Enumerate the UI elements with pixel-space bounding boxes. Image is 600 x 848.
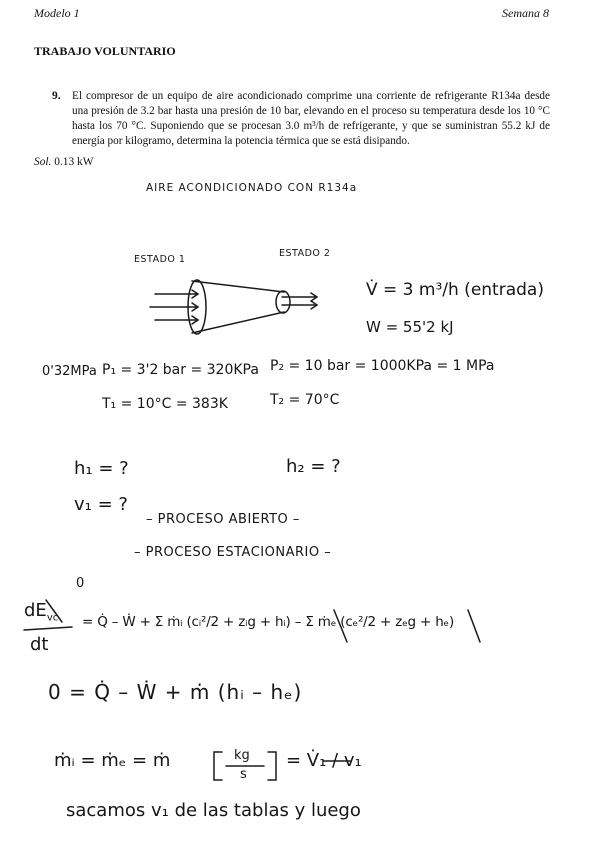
open-process-note: – PROCESO ABIERTO – [146,512,300,527]
mass-bracket-right [268,752,276,780]
energy-fraction-bar [24,627,72,630]
inlet-arrow-1 [155,290,198,298]
state2-label: ESTADO 2 [279,248,331,259]
compressor-top-edge [192,281,284,292]
energy-lhs-symbol: dE [24,600,47,621]
steady-process-note: – PROCESO ESTACIONARIO – [134,545,332,560]
p1-note: P₁ = 3'2 bar = 320KPa [102,362,259,378]
final-note: sacamos v₁ de las tablas y luego [66,800,361,821]
t2-note: T₂ = 70°C [270,392,340,408]
energy-lhs-subscript: vc [46,612,59,624]
mass-units-denominator: s [240,767,247,782]
mass-volume-ratio: = V̇₁ / v₁ [286,750,362,771]
outlet-arrow-2 [282,301,317,309]
state1-label: ESTADO 1 [134,254,186,265]
compressor-outlet-ellipse [276,291,290,313]
mass-units-numerator: kg [234,748,250,763]
p1-prefix-note: 0'32MPa [42,364,97,379]
inlet-arrow-2 [150,303,198,311]
h1-note: h₁ = ? [74,458,129,479]
cancel-stroke-2 [468,610,480,642]
problem-statement: El compresor de un equipo de aire acondicionado comprime una corriente de refrigerante R134a desde una presión de 3.2 bar hasta una presión de 10 bar, elevando en el proceso su temperatura desde los 10 °C hasta los 70 °C. Suponiendo que se procesan 3.0 m³/h de refrigerante, y que se suministran 55.2 kJ de energía por kilogramo, determina la potencia térmica que se está disipando. [72,90,550,147]
mass-equality: ṁᵢ = ṁₑ = ṁ [54,750,171,771]
volume-flow-note: V̇ = 3 m³/h (entrada) [366,280,544,300]
mass-bracket-left [214,752,222,780]
steady-balance-equation: 0 = Q̇ – Ẇ + ṁ (hᵢ – hₑ) [48,680,303,704]
h2-note: h₂ = ? [286,456,341,477]
energy-lhs-denominator: dt [30,634,49,655]
section-title: TRABAJO VOLUNTARIO [34,44,176,58]
t1-note: T₁ = 10°C = 383K [102,396,228,412]
header-model: Modelo 1 [34,6,80,20]
energy-balance-rhs: = Q̇ – Ẇ + Σ ṁᵢ (cᵢ²/2 + zᵢg + hᵢ) – Σ ṁₑ (cₑ²/2 + zₑg + hₑ) [82,614,455,630]
inlet-arrow-3 [155,316,198,324]
solution-value: 0.13 kW [54,156,94,168]
zero-mark: 0 [76,576,85,591]
energy-lhs-numerator [24,600,58,624]
notes-title: AIRE ACONDICIONADO CON R134a [146,182,358,194]
p2-note: P₂ = 10 bar = 1000KPa = 1 MPa [270,358,495,374]
solution-label: Sol. [34,156,52,168]
problem-number: 9. [52,90,61,102]
header-week: Semana 8 [502,6,549,20]
work-note: W = 55'2 kJ [366,318,454,336]
v1-note: v₁ = ? [74,494,128,515]
